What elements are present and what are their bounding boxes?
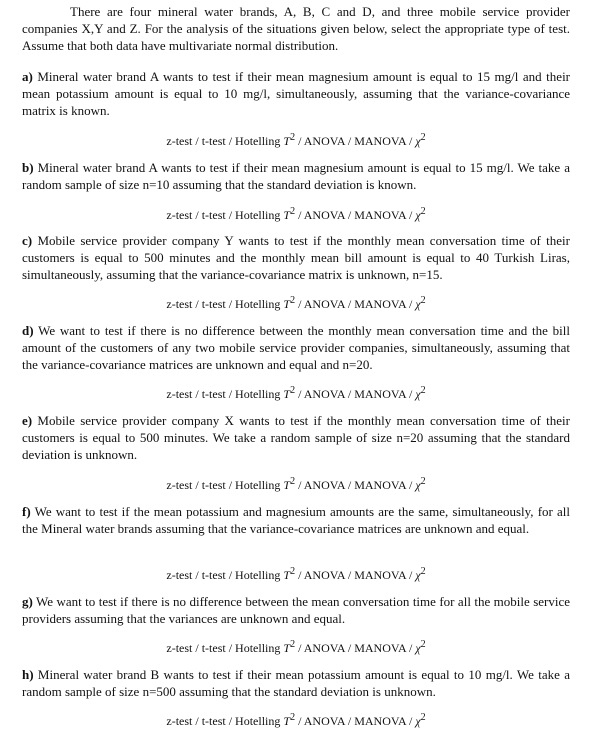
question-label: f) bbox=[22, 504, 31, 519]
test-options-e: z-test / t-test / Hotelling $T^2$ / ANOVA / MANOVA / $\chi^2$ bbox=[166, 476, 426, 492]
question-label: a) bbox=[22, 69, 33, 84]
question-text: Mineral water brand A wants to test if their mean magnesium amount is equal to 15 mg/l. We take a random sample of size n=10 assuming that the standard deviation is known. bbox=[22, 160, 570, 192]
question-label: h) bbox=[22, 667, 34, 682]
question-label: b) bbox=[22, 160, 34, 175]
question-c bbox=[22, 232, 570, 283]
question-label: d) bbox=[22, 323, 34, 338]
question-text: We want to test if there is no difference between the monthly mean conversation time and the bill amount of the customers of any two mobile service provider companies, simultaneously, assuming that the variance-covariance matrices are unknown and equal and n=20. bbox=[22, 323, 570, 372]
question-text: Mobile service provider company Y wants to test if the monthly mean conversation time of their customers is equal to 500 minutes and the monthly mean bill amount is equal to 40 Turkish Liras, simultaneously, assuming that the variance-covariance matrix is unknown, n=15. bbox=[22, 233, 570, 282]
test-options-f: z-test / t-test / Hotelling $T^2$ / ANOVA / MANOVA / $\chi^2$ bbox=[166, 566, 426, 582]
question-e bbox=[22, 412, 570, 463]
question-g bbox=[22, 593, 570, 627]
question-text: Mobile service provider company X wants to test if the monthly mean conversation time of their customers is equal to 500 minutes. We take a random sample of size n=20 assuming that the standard deviation is unknown. bbox=[22, 413, 570, 462]
test-options-c: z-test / t-test / Hotelling $T^2$ / ANOVA / MANOVA / $\chi^2$ bbox=[166, 295, 426, 311]
question-label: g) bbox=[22, 594, 33, 609]
test-options-g: z-test / t-test / Hotelling $T^2$ / ANOVA / MANOVA / $\chi^2$ bbox=[166, 639, 426, 655]
intro-paragraph: There are four mineral water brands, A, B, C and D, and three mobile service provider companies X,Y and Z. For the analysis of the situations given below, select the appropriate type of test. Assume that both data have multivariate normal distribution. bbox=[22, 4, 570, 53]
question-a bbox=[22, 68, 570, 119]
question-text: We want to test if there is no difference between the mean conversation time for all the mobile service providers assuming that the variances are unknown and equal. bbox=[22, 594, 571, 626]
question-d bbox=[22, 322, 570, 373]
question-text: Mineral water brand B wants to test if their mean potassium amount is equal to 10 mg/l. We take a random sample of size n=500 assuming that the standard deviation is unknown. bbox=[22, 667, 571, 699]
question-h bbox=[22, 666, 570, 700]
question-text: Mineral water brand A wants to test if their mean magnesium amount is equal to 15 mg/l and their mean potassium amount is equal to 10 mg/l, simultaneously, assuming that the variance-covariance matrix is known. bbox=[22, 69, 571, 118]
question-b bbox=[22, 159, 570, 193]
question-text: We want to test if the mean potassium and magnesium amounts are the same, simultaneously, for all the Mineral water brands assuming that the variance-covariance matrices are unknown and equal. bbox=[22, 504, 571, 536]
test-options-d: z-test / t-test / Hotelling $T^2$ / ANOVA / MANOVA / $\chi^2$ bbox=[166, 385, 426, 401]
test-options-b: z-test / t-test / Hotelling $T^2$ / ANOVA / MANOVA / $\chi^2$ bbox=[166, 206, 426, 222]
test-options-a: z-test / t-test / Hotelling $T^2$ / ANOVA / MANOVA / $\chi^2$ bbox=[166, 132, 426, 148]
question-f bbox=[22, 503, 570, 537]
question-label: c) bbox=[22, 233, 33, 248]
test-options-h: z-test / t-test / Hotelling $T^2$ / ANOVA / MANOVA / $\chi^2$ bbox=[166, 712, 426, 728]
question-label: e) bbox=[22, 413, 33, 428]
